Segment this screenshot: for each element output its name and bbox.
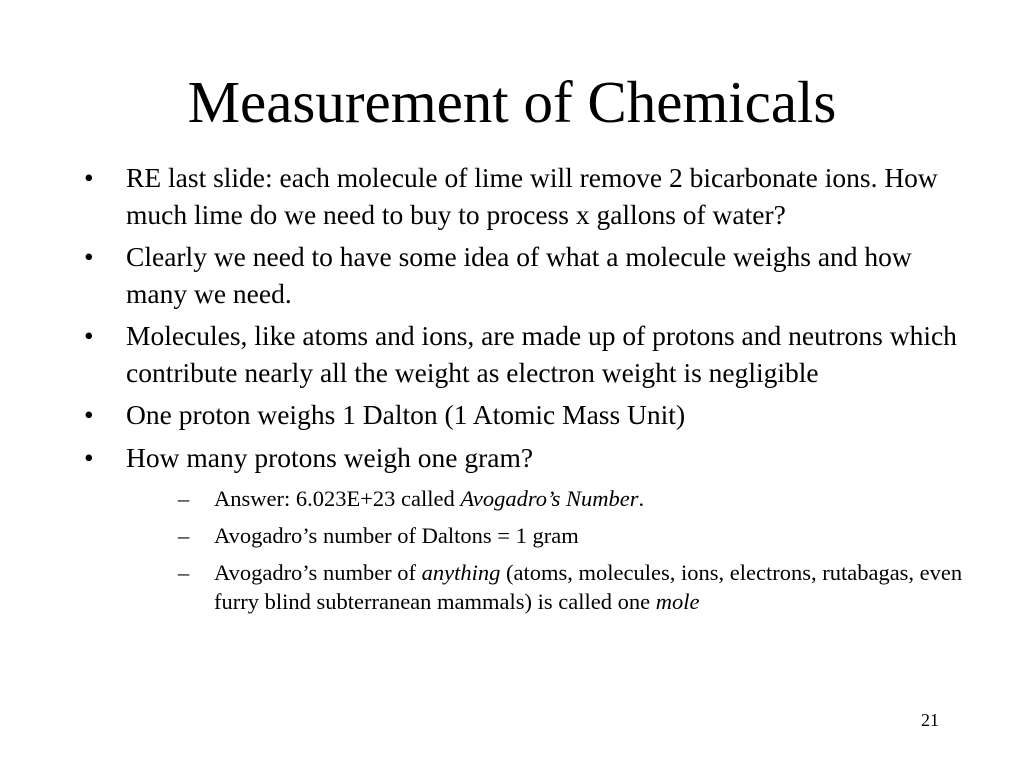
- bullet-mark: •: [84, 320, 94, 351]
- bullet-text: Clearly we need to have some idea of what a molecule weighs and how many we need.: [126, 241, 912, 309]
- bullet-text: RE last slide: each molecule of lime will remove 2 bicarbonate ions. How much lime do we need to buy to process x gallons of water?: [126, 162, 938, 230]
- dash-mark: –: [178, 560, 190, 585]
- bullet-mark: •: [84, 241, 94, 272]
- bullet-item: [84, 318, 964, 391]
- bullet-item: [84, 397, 964, 434]
- sub-text: Avogadro’s number of Daltons = 1 gram: [214, 523, 579, 548]
- sub-text: (atoms, molecules, ions, electrons, rutabagas, even furry blind subterranean mammals) is called one: [214, 560, 963, 614]
- bullet-text: One proton weighs 1 Dalton (1 Atomic Mass Unit): [126, 399, 686, 430]
- sub-text: Avogadro’s number of: [214, 560, 422, 585]
- sub-item-answer: [126, 484, 974, 513]
- bullet-item: [84, 440, 964, 617]
- sub-text-italic: mole: [655, 589, 700, 614]
- sub-item-mole: [126, 558, 974, 616]
- page-number: 21: [921, 710, 939, 730]
- dash-mark: –: [178, 486, 190, 511]
- bullet-mark: •: [84, 399, 94, 430]
- bullet-list: [84, 160, 964, 624]
- bullet-mark: •: [84, 162, 94, 193]
- bullet-text: Molecules, like atoms and ions, are made up of protons and neutrons which contribute nearly all the weight as electron weight is negligible: [126, 320, 957, 388]
- sub-text-italic: anything: [421, 560, 501, 585]
- bullet-item: [84, 239, 964, 312]
- bullet-text: How many protons weigh one gram?: [126, 441, 534, 473]
- sub-item-daltons: [126, 521, 974, 550]
- dash-mark: –: [178, 523, 190, 548]
- sub-text: Answer: 6.023E+23 called: [214, 486, 461, 511]
- bullet-item: [84, 160, 964, 233]
- slide-title: Measurement of Chemicals: [187, 69, 837, 135]
- bullet-mark: •: [84, 441, 94, 473]
- sub-text: .: [638, 486, 645, 511]
- sub-list: [126, 484, 964, 616]
- sub-text-italic: Avogadro’s Number: [460, 486, 639, 511]
